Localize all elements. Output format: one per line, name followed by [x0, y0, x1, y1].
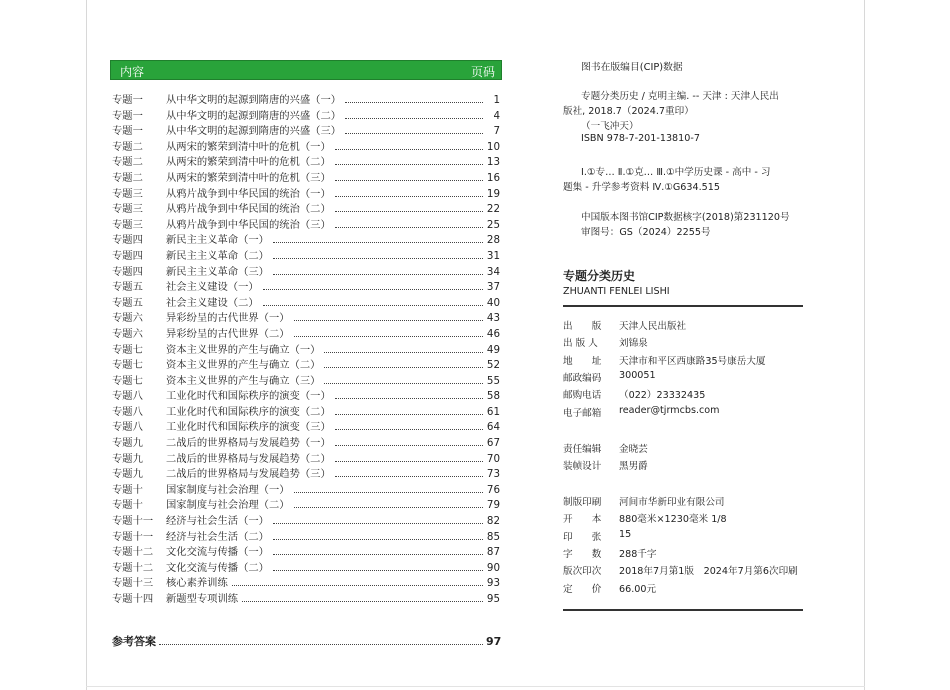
toc-row[interactable] [112, 482, 500, 498]
toc-row[interactable] [112, 466, 500, 482]
toc-topic: 专题七 [112, 374, 143, 387]
toc-page-number: 64 [486, 421, 500, 434]
toc-page-number: 16 [486, 171, 500, 184]
leader-dots [335, 201, 483, 212]
toc-title: 从两宋的繁荣到清中叶的危机（二） [166, 156, 331, 169]
book-title: 专题分类历史 [563, 269, 636, 283]
toc-topic: 专题三 [112, 187, 143, 200]
leader-dots [273, 560, 483, 571]
toc-topic: 专题一 [112, 94, 143, 106]
info-value: 880毫米×1230毫米 1/8 [619, 514, 727, 526]
toc-page-number: 7 [493, 125, 500, 138]
toc-topic: 专题十二 [112, 561, 154, 574]
toc-topic: 专题十四 [112, 593, 154, 605]
toc-page-number: 13 [486, 156, 500, 169]
info-value: 刘锦泉 [619, 338, 648, 350]
toc-title: 国家制度与社会治理（二） [166, 499, 290, 512]
cip-line: 版社, 2018.7（2024.7重印） [563, 106, 694, 117]
leader-dots [345, 123, 483, 134]
toc-title: 文化交流与传播（一） [166, 546, 269, 559]
toc-topic: 专题九 [112, 437, 143, 450]
toc-row[interactable] [112, 186, 500, 202]
toc-row[interactable] [112, 310, 500, 326]
answer-label: 参考答案 [112, 635, 156, 648]
leader-dots [335, 170, 483, 181]
leader-dots [232, 575, 483, 586]
info-value: reader@tjrmcbs.com [619, 404, 720, 416]
toc-row[interactable] [112, 513, 500, 529]
toc-page-number: 61 [486, 405, 500, 418]
cip-line: 专题分类历史 / 克明主编. -- 天津 : 天津人民出 [581, 91, 779, 102]
toc-topic: 专题十一 [112, 530, 154, 543]
toc-header-page-label: 页码 [470, 65, 495, 79]
toc-row[interactable] [112, 591, 500, 607]
leader-dots [159, 634, 483, 645]
toc-row[interactable] [112, 575, 500, 591]
toc-title: 新题型专项训练 [166, 593, 239, 605]
toc-title: 经济与社会生活（一） [166, 515, 269, 528]
toc-row[interactable] [112, 264, 500, 280]
toc-topic: 专题七 [112, 359, 143, 372]
toc-page-number: 90 [486, 561, 500, 574]
leader-dots [263, 295, 483, 306]
info-row [563, 387, 705, 401]
table-of-contents-page [110, 60, 502, 660]
toc-title: 工业化时代和国际秩序的演变（一） [166, 390, 331, 403]
toc-topic: 专题八 [112, 421, 143, 434]
leader-dots [273, 529, 483, 540]
toc-page-number: 1 [493, 94, 500, 106]
toc-page-number: 40 [486, 296, 500, 309]
toc-page-number: 85 [486, 530, 500, 543]
info-row [563, 353, 766, 367]
toc-row[interactable] [112, 373, 500, 389]
info-label: 开 本 [563, 514, 602, 526]
info-value: 2018年7月第1版 2024年7月第6次印刷 [619, 566, 798, 578]
toc-row[interactable] [112, 170, 500, 186]
toc-page-number: 73 [486, 468, 500, 481]
toc-row[interactable] [112, 139, 500, 155]
info-label: 电子邮箱 [563, 407, 602, 419]
toc-topic: 专题七 [112, 343, 143, 356]
toc-title: 新民主主义革命（三） [166, 265, 269, 278]
info-label: 印 张 [563, 531, 602, 543]
leader-dots [263, 279, 483, 290]
info-label: 邮购电话 [563, 390, 602, 402]
leader-dots [335, 139, 483, 150]
toc-topic: 专题一 [112, 109, 143, 122]
leader-dots [294, 326, 483, 337]
toc-title: 异彩纷呈的古代世界（二） [166, 327, 290, 340]
toc-page-number: 82 [486, 515, 500, 528]
toc-topic: 专题十一 [112, 515, 154, 528]
toc-title: 从鸦片战争到中华民国的统治（三） [166, 218, 331, 231]
info-label: 地 址 [563, 355, 602, 367]
toc-topic: 专题六 [112, 312, 143, 325]
toc-topic: 专题二 [112, 156, 143, 169]
leader-dots [294, 497, 483, 508]
toc-topic: 专题八 [112, 405, 143, 418]
leader-dots [335, 186, 483, 197]
cip-line: （一飞冲天） [581, 121, 639, 132]
toc-row[interactable] [112, 560, 500, 576]
info-row [563, 511, 727, 525]
info-row [563, 494, 725, 508]
cip-heading: 图书在版编目(CIP)数据 [581, 62, 683, 73]
toc-page-number: 43 [486, 312, 500, 325]
leader-dots [335, 404, 483, 415]
toc-row[interactable] [112, 419, 500, 435]
toc-topic: 专题四 [112, 249, 143, 262]
toc-title: 社会主义建设（二） [166, 296, 259, 309]
toc-topic: 专题三 [112, 203, 143, 216]
toc-page-number: 25 [486, 218, 500, 231]
toc-title: 从中华文明的起源到隋唐的兴盛（二） [166, 109, 342, 122]
info-label: 定 价 [563, 583, 602, 595]
toc-topic: 专题二 [112, 171, 143, 184]
toc-row[interactable] [112, 451, 500, 467]
leader-dots [335, 154, 483, 165]
toc-title: 从两宋的繁荣到清中叶的危机（三） [166, 171, 331, 184]
info-label: 出 版 人 [563, 338, 598, 350]
toc-row[interactable] [112, 342, 500, 358]
toc-row[interactable] [112, 123, 500, 139]
toc-page-number: 52 [486, 359, 500, 372]
info-row [563, 458, 648, 472]
toc-title: 核心素养训练 [166, 577, 228, 590]
toc-title: 工业化时代和国际秩序的演变（二） [166, 405, 331, 418]
info-row [563, 529, 631, 543]
toc-title: 国家制度与社会治理（一） [166, 483, 290, 496]
toc-page-number: 46 [486, 327, 500, 340]
info-row [563, 405, 720, 419]
toc-topic: 专题十三 [112, 577, 154, 590]
toc-page-number: 95 [486, 593, 500, 605]
toc-title: 工业化时代和国际秩序的演变（三） [166, 421, 331, 434]
toc-page-number: 37 [486, 281, 500, 294]
leader-dots [335, 466, 483, 477]
info-value: 天津人民出版社 [619, 321, 687, 332]
leader-dots [335, 435, 483, 446]
toc-title: 资本主义世界的产生与确立（一） [166, 343, 321, 356]
toc-title: 从中华文明的起源到隋唐的兴盛（一） [166, 94, 342, 106]
info-label: 邮政编码 [563, 372, 602, 384]
toc-title: 从中华文明的起源到隋唐的兴盛（三） [166, 125, 342, 138]
leader-dots [345, 92, 483, 103]
toc-row[interactable] [112, 154, 500, 170]
leader-dots [335, 419, 483, 430]
leader-dots [273, 264, 483, 275]
toc-page-number: 87 [486, 546, 500, 559]
info-row [563, 563, 798, 577]
toc-page-number: 58 [486, 390, 500, 403]
toc-title: 文化交流与传播（二） [166, 561, 269, 574]
info-row [563, 335, 648, 349]
page-edge-right [864, 0, 865, 690]
info-value: （022）23332435 [619, 390, 706, 402]
toc-page-number: 93 [486, 577, 500, 590]
toc-topic: 专题九 [112, 468, 143, 481]
leader-dots [294, 310, 483, 321]
toc-header-content-label: 内容 [120, 65, 145, 79]
toc-page-number: 67 [486, 437, 500, 450]
toc-title: 二战后的世界格局与发展趋势（二） [166, 452, 331, 465]
leader-dots [294, 482, 483, 493]
page-edge-left [86, 0, 87, 690]
toc-topic: 专题六 [112, 327, 143, 340]
toc-title: 资本主义世界的产生与确立（三） [166, 374, 321, 387]
toc-page-number: 28 [486, 234, 500, 247]
toc-topic: 专题三 [112, 218, 143, 231]
info-row [563, 581, 656, 595]
toc-row[interactable] [112, 92, 500, 108]
leader-dots [242, 591, 483, 602]
toc-title: 社会主义建设（一） [166, 281, 259, 294]
toc-row[interactable] [112, 217, 500, 233]
toc-topic: 专题五 [112, 281, 143, 294]
leader-dots [335, 451, 483, 462]
toc-list [112, 92, 500, 607]
toc-row[interactable] [112, 529, 500, 545]
info-row [563, 546, 657, 560]
toc-page-number: 79 [486, 499, 500, 512]
toc-row[interactable] [112, 544, 500, 560]
toc-topic: 专题一 [112, 125, 143, 138]
toc-page-number: 55 [486, 374, 500, 387]
toc-row[interactable] [112, 108, 500, 124]
cip-line: 题集 - 升学参考资料 Ⅳ.①G634.515 [563, 182, 720, 193]
toc-page-number: 49 [486, 343, 500, 356]
leader-dots [273, 232, 483, 243]
toc-topic: 专题十二 [112, 546, 154, 559]
info-label: 装帧设计 [563, 461, 602, 473]
toc-header-bar [110, 60, 502, 80]
toc-topic: 专题五 [112, 296, 143, 309]
toc-page-number: 70 [486, 452, 500, 465]
info-value: 288千字 [619, 548, 657, 560]
toc-row[interactable] [112, 295, 500, 311]
toc-title: 异彩纷呈的古代世界（一） [166, 312, 290, 325]
toc-title: 二战后的世界格局与发展趋势（三） [166, 468, 331, 481]
cip-line: 审图号：GS（2024）2255号 [581, 227, 711, 238]
toc-page-number: 31 [486, 249, 500, 262]
leader-dots [324, 342, 483, 353]
toc-row[interactable] [112, 497, 500, 513]
toc-page-number: 10 [486, 140, 500, 153]
toc-page-number: 22 [486, 203, 500, 216]
info-value: 河间市华新印业有限公司 [619, 497, 725, 508]
toc-title: 新民主主义革命（二） [166, 249, 269, 262]
leader-dots [345, 108, 483, 119]
info-value: 300051 [619, 369, 656, 381]
toc-title: 从鸦片战争到中华民国的统治（二） [166, 203, 331, 216]
leader-dots [335, 217, 483, 228]
toc-title: 从鸦片战争到中华民国的统治（一） [166, 187, 331, 200]
leader-dots [273, 513, 483, 524]
toc-page-number: 4 [493, 109, 500, 122]
page-edge-bottom [86, 686, 865, 687]
cip-line: Ⅰ.①专… Ⅱ.①克… Ⅲ.①中学历史课 - 高中 - 习 [581, 167, 771, 178]
toc-row[interactable] [112, 201, 500, 217]
cip-line: ISBN 978-7-201-13810-7 [581, 133, 700, 144]
divider-rule-bottom [563, 609, 803, 611]
toc-topic: 专题九 [112, 452, 143, 465]
info-value: 天津市和平区西康路35号康岳大厦 [619, 355, 766, 367]
toc-row[interactable] [112, 326, 500, 342]
info-row [563, 441, 648, 455]
toc-row[interactable] [112, 357, 500, 373]
toc-title: 二战后的世界格局与发展趋势（一） [166, 437, 331, 450]
toc-page-number: 76 [486, 483, 500, 496]
toc-row[interactable] [112, 404, 500, 420]
info-label: 出 版 [563, 321, 602, 332]
toc-row[interactable] [112, 248, 500, 264]
toc-title: 新民主主义革命（一） [166, 234, 269, 247]
toc-page-number: 19 [486, 187, 500, 200]
info-label: 版次印次 [563, 566, 602, 578]
toc-topic: 专题十 [112, 499, 143, 512]
divider-rule-top [563, 305, 803, 307]
info-value: 黑男爵 [619, 461, 648, 473]
toc-topic: 专题二 [112, 140, 143, 153]
leader-dots [273, 544, 483, 555]
leader-dots [324, 357, 483, 368]
copyright-page [563, 56, 813, 656]
toc-row[interactable] [112, 388, 500, 404]
info-value: 15 [619, 528, 632, 540]
toc-answer-row[interactable] [112, 633, 500, 649]
toc-topic: 专题四 [112, 234, 143, 247]
toc-page-number: 34 [486, 265, 500, 278]
toc-title: 经济与社会生活（二） [166, 530, 269, 543]
info-row [563, 370, 656, 384]
info-value: 66.00元 [619, 583, 657, 595]
toc-topic: 专题四 [112, 265, 143, 278]
toc-topic: 专题八 [112, 390, 143, 403]
info-label: 字 数 [563, 548, 602, 560]
toc-row[interactable] [112, 279, 500, 295]
cip-line: 中国版本图书馆CIP数据核字(2018)第231120号 [581, 212, 790, 223]
toc-topic: 专题十 [112, 483, 143, 496]
info-label: 制版印刷 [563, 497, 602, 508]
info-row [563, 318, 686, 332]
leader-dots [335, 388, 483, 399]
answer-page-number: 97 [486, 635, 502, 648]
leader-dots [324, 373, 483, 384]
info-label: 责任编辑 [563, 444, 602, 455]
toc-title: 资本主义世界的产生与确立（二） [166, 359, 321, 372]
book-pinyin: ZHUANTI FENLEI LISHI [563, 286, 670, 297]
toc-row[interactable] [112, 232, 500, 248]
toc-row[interactable] [112, 435, 500, 451]
leader-dots [273, 248, 483, 259]
toc-title: 从两宋的繁荣到清中叶的危机（一） [166, 140, 331, 153]
info-value: 金晓芸 [619, 444, 648, 455]
